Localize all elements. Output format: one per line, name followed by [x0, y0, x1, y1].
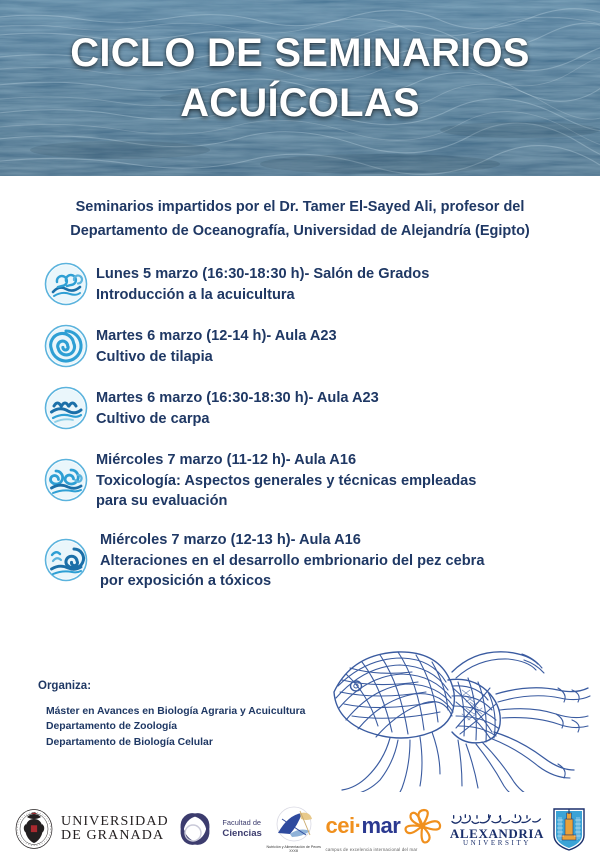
seminar-text: [96, 448, 476, 512]
seminar-list: [0, 262, 600, 592]
seminar-line2: Cultivo de tilapia: [96, 348, 213, 365]
ugr-line1: UNIVERSIDAD: [61, 813, 169, 829]
facultad-ciencias-wordmark: [222, 819, 261, 839]
nutri-line2: XXXIII: [289, 848, 299, 853]
logo-cei-mar: [326, 807, 443, 852]
cei-dot: ·: [354, 812, 362, 838]
hero-title-line1: CICLO DE SEMINARIOS: [70, 31, 530, 75]
seminar-text: [96, 528, 484, 592]
seminar-item: [44, 528, 600, 592]
seminar-line1: Miércoles 7 marzo (11-12 h)- Aula A16: [96, 451, 357, 468]
seminar-item: [44, 386, 600, 434]
subtitle: [0, 196, 600, 244]
seminar-line2: Alteraciones en el desarrollo embrionario del pez cebra: [100, 552, 485, 569]
seminar-text: [96, 324, 337, 367]
fc-line2: Ciencias: [222, 827, 262, 839]
spiral-circle-icon: [44, 324, 88, 368]
fc-line1: Facultad de: [222, 818, 262, 828]
cei-mar-row: [326, 807, 443, 845]
alexandria-arabic-script: [447, 811, 547, 827]
seminar-line1: Lunes 5 marzo (16:30-18:30 h)- Salón de Grados: [96, 265, 430, 282]
seminar-line1: Miércoles 7 marzo (12-13 h)- Aula A16: [100, 532, 361, 548]
subtitle-line1: Seminarios impartidos por el Dr. Tamer El-Sayed Ali, profesor del: [75, 199, 525, 215]
nutricion-wordmark: [267, 846, 321, 853]
subtitle-line2: Departamento de Oceanografía, Universidad de Alejandría (Egipto): [70, 222, 530, 239]
cei-mar-tagline: campus de excelencia internacional del mar: [325, 846, 418, 852]
wave-circle-icon: [44, 262, 88, 306]
seminar-text: [96, 386, 379, 429]
logo-alexandria-university: [447, 807, 586, 851]
ugr-wordmark: [61, 815, 169, 844]
seminar-line1: Martes 6 marzo (16:30-18:30 h)- Aula A23: [96, 389, 379, 406]
big-wave-circle-icon: [44, 538, 88, 582]
seminar-line3: para su evaluación: [96, 493, 228, 510]
cei-word: cei: [325, 812, 355, 838]
seminar-line2: Cultivo de carpa: [96, 410, 210, 427]
seminar-line3: por exposición a tóxicos: [100, 573, 272, 590]
double-spiral-circle-icon: [44, 458, 88, 502]
organiza-title: Organiza:: [38, 680, 92, 692]
ugr-crest-icon: [14, 808, 54, 850]
seminar-text: [96, 262, 429, 305]
facultad-ciencias-mark-icon: [173, 809, 217, 849]
nutricion-fish-icon: [270, 805, 318, 845]
logo-facultad-de-ciencias: [173, 809, 261, 849]
mar-word: mar: [361, 812, 401, 838]
seminar-line2: Toxicología: Aspectos generales y técnicas empleadas: [96, 472, 477, 489]
alexandria-shield-icon: [552, 807, 586, 851]
seminar-line1: Martes 6 marzo (12-14 h)- Aula A23: [96, 327, 337, 344]
logo-nutricion-alimentacion-peces: [267, 805, 321, 853]
cei-mar-starfish-icon: [402, 807, 442, 845]
seminar-line2: Introducción a la acuicultura: [96, 286, 295, 303]
cei-mar-wordmark: [326, 813, 401, 839]
seminar-item: [44, 262, 600, 310]
hero-banner: [0, 0, 600, 176]
organiza-entry: Departamento de Zoología: [46, 721, 178, 733]
organiza-list: [38, 704, 305, 750]
alexandria-line2: UNIVERSITY: [462, 839, 531, 848]
ugr-line2: DE GRANADA: [61, 828, 165, 843]
nutri-line1: Nutrición y Alimentación de Peces: [266, 844, 321, 849]
alexandria-wordmark: [447, 811, 547, 848]
hero-title-line2: ACUÍCOLAS: [180, 81, 420, 125]
waves-circle-icon: [44, 386, 88, 430]
logo-strip: [0, 792, 600, 866]
squid-line-art-illustration: [306, 628, 596, 800]
seminar-item: [44, 448, 600, 512]
page-title: [0, 28, 600, 128]
alexandria-line1: ALEXANDRIA: [449, 825, 545, 841]
seminar-item: [44, 324, 600, 372]
organiza-entry: Departamento de Biología Celular: [46, 736, 213, 748]
organiza-entry: Máster en Avances en Biología Agraria y Acuicultura: [46, 706, 306, 717]
organiza-block: [38, 680, 305, 750]
logo-universidad-de-granada: [14, 808, 169, 850]
